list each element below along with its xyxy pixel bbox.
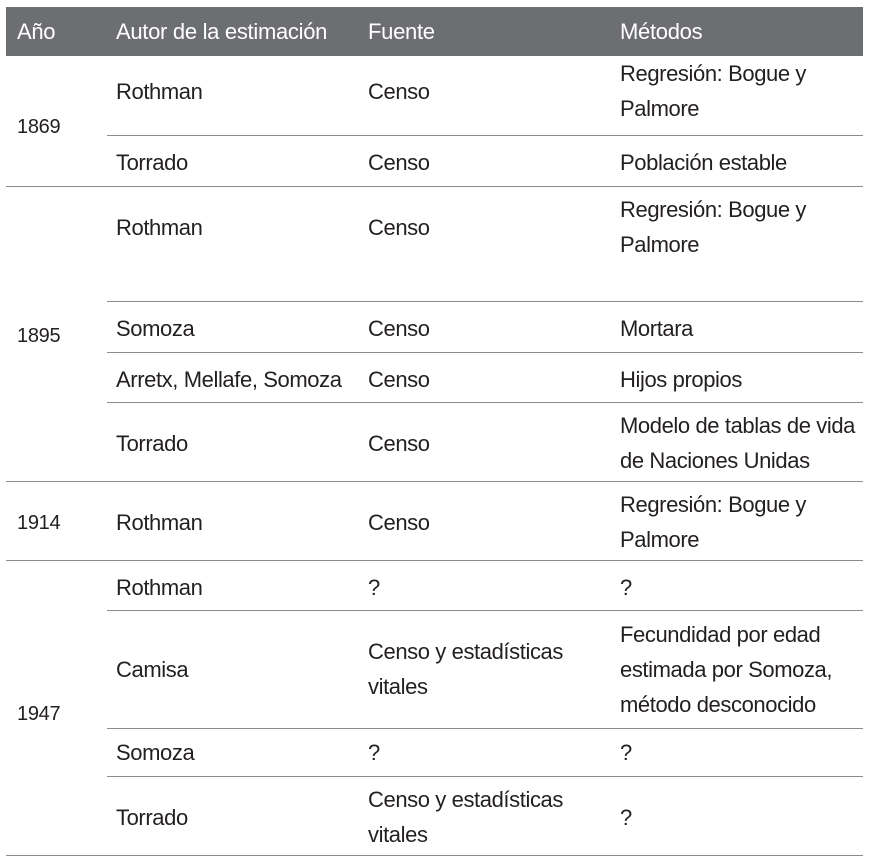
method-cell: Regresión: Bogue y (620, 492, 807, 517)
method-cell: Palmore (620, 232, 700, 257)
header-year: Año (17, 19, 56, 44)
author-cell: Rothman (116, 574, 203, 600)
author-cell: Rothman (116, 214, 203, 240)
source-cell: Censo (368, 430, 430, 456)
author-cell: Camisa (116, 656, 189, 682)
header-author: Autor de la estimación (116, 19, 328, 44)
method-cell: Regresión: Bogue y (620, 197, 807, 222)
row-divider (107, 776, 863, 777)
row-divider (6, 481, 863, 482)
method-cell: de Naciones Unidas (620, 448, 810, 473)
method-cell: Modelo de tablas de vida (620, 413, 856, 438)
method-cell: Mortara (620, 315, 693, 341)
year-label: 1895 (17, 325, 61, 347)
author-cell: Rothman (116, 509, 203, 535)
source-cell: Censo (368, 509, 430, 535)
source-cell: Censo (368, 214, 430, 240)
method-cell: Hijos propios (620, 366, 742, 392)
source-cell: vitales (368, 822, 428, 847)
header-source: Fuente (368, 19, 435, 44)
table-header (6, 7, 863, 56)
method-cell: Palmore (620, 527, 700, 552)
method-cell: método desconocido (620, 691, 816, 717)
source-cell: Censo y estadísticas (368, 639, 563, 664)
source-cell: Censo (368, 149, 430, 175)
method-cell: Regresión: Bogue y (620, 61, 807, 86)
author-cell: Somoza (116, 315, 195, 341)
method-cell: Fecundidad por edad (620, 621, 821, 647)
source-cell: Censo (368, 315, 430, 341)
row-divider (107, 352, 863, 353)
source-cell: ? (368, 739, 380, 765)
author-cell: Torrado (116, 430, 188, 456)
method-cell: ? (620, 739, 632, 765)
method-cell: Población estable (620, 149, 787, 175)
author-cell: Torrado (116, 804, 188, 830)
author-cell: Torrado (116, 149, 188, 175)
year-label: 1914 (17, 512, 61, 534)
row-divider (6, 560, 863, 561)
method-cell: estimada por Somoza, (620, 656, 833, 682)
author-cell: Rothman (116, 78, 203, 104)
header-methods: Métodos (620, 19, 703, 44)
row-divider (107, 402, 863, 403)
source-cell: ? (368, 574, 380, 600)
source-cell: Censo (368, 78, 430, 104)
row-divider (107, 610, 863, 611)
row-divider (107, 728, 863, 729)
source-cell: Censo y estadísticas (368, 787, 563, 812)
row-divider (107, 301, 863, 302)
method-cell: ? (620, 804, 632, 830)
row-divider (6, 186, 863, 187)
source-cell: Censo (368, 366, 430, 392)
author-cell: Somoza (116, 739, 195, 765)
source-cell: vitales (368, 674, 428, 699)
author-cell: Arretx, Mellafe, Somoza (116, 366, 342, 392)
method-cell: ? (620, 574, 632, 600)
method-cell: Palmore (620, 96, 700, 121)
row-divider (6, 855, 863, 856)
row-divider (107, 135, 863, 136)
year-label: 1947 (17, 703, 61, 725)
year-label: 1869 (17, 116, 61, 138)
